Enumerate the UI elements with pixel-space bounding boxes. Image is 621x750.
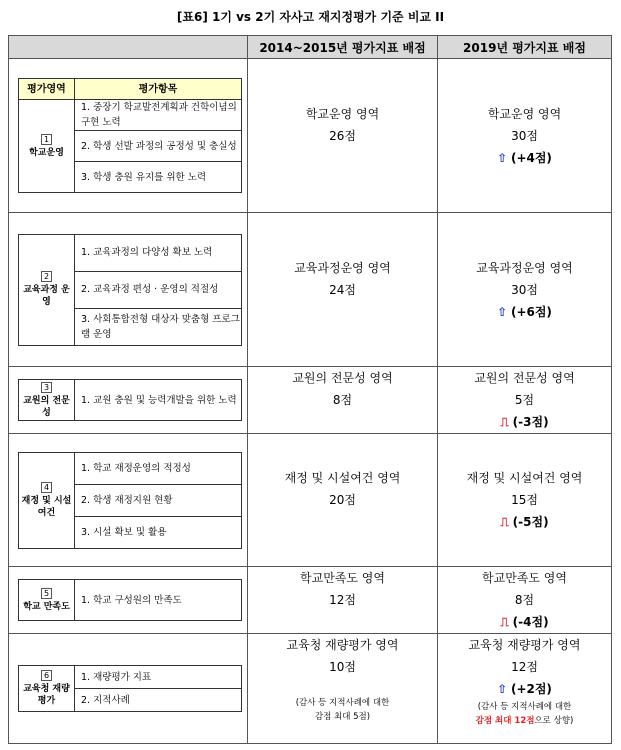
- area-number: 1: [41, 134, 52, 145]
- new-score: 8점: [514, 593, 535, 607]
- score-change: (-5점): [512, 515, 549, 529]
- list-item: 2. 지적사례: [75, 689, 242, 712]
- comparison-table: [8, 35, 612, 744]
- new-area-name: 교육청 재량평가 영역: [468, 638, 581, 652]
- down-arrow-icon: ⎍: [500, 415, 509, 429]
- area-label: [19, 666, 75, 712]
- new-score-cell: [438, 634, 612, 744]
- old-area-name: 교육청 재량평가 영역: [286, 638, 399, 652]
- list-item: 3. 사회통합전형 대상자 맞춤형 프로그램 운영: [75, 308, 242, 345]
- area-number: 3: [41, 382, 52, 393]
- list-item: 1. 학교 구성원의 만족도: [75, 580, 242, 621]
- table-row: [9, 367, 612, 434]
- new-score-cell: [438, 213, 612, 367]
- new-score-cell: [438, 367, 612, 434]
- new-note-line1: (감사 등 지적사례에 대한: [477, 702, 572, 712]
- score-change: (-3점): [512, 415, 549, 429]
- new-area-name: 교육과정운영 영역: [476, 260, 573, 275]
- old-score-cell: [248, 634, 438, 744]
- list-item: 1. 재량평가 지표: [75, 666, 242, 689]
- new-score-cell: [438, 567, 612, 634]
- criteria-table: [18, 452, 242, 549]
- old-area-name: 학교만족도 영역: [300, 571, 385, 585]
- down-arrow-icon: ⎍: [500, 515, 509, 529]
- area-name: 학교운영: [29, 147, 64, 158]
- criteria-table: [18, 234, 242, 346]
- table-row: [9, 567, 612, 634]
- new-area-name: 학교운영 영역: [487, 106, 562, 121]
- area-name: 교육청 재량평가: [23, 684, 70, 706]
- score-change: (+4점): [510, 150, 552, 165]
- header-old: 2014~2015년 평가지표 배점: [248, 36, 438, 59]
- old-score: 24점: [329, 282, 356, 297]
- criteria-cell: [9, 434, 248, 567]
- old-area-name: 재정 및 시설여건 영역: [284, 471, 401, 485]
- old-score: 26점: [329, 128, 356, 143]
- criteria-table: [18, 579, 242, 621]
- area-label: [19, 452, 75, 548]
- criteria-table: [18, 379, 242, 421]
- list-item: 2. 학생 선발 과정의 공정성 및 충실성: [75, 131, 242, 162]
- area-name: 교육과정 운영: [23, 285, 70, 307]
- new-score: 5점: [514, 393, 535, 407]
- criteria-table: [18, 665, 242, 712]
- area-label: [19, 380, 75, 421]
- old-score: 10점: [329, 660, 356, 674]
- header-empty: [9, 36, 248, 59]
- list-item: 1. 중장기 학교발전계획과 건학이념의 구현 노력: [75, 100, 242, 131]
- old-score-cell: [248, 367, 438, 434]
- new-score: 30점: [511, 128, 538, 143]
- criteria-cell: [9, 634, 248, 744]
- table-row: [9, 213, 612, 367]
- new-score: 12점: [511, 660, 538, 674]
- old-area-name: 교육과정운영 영역: [294, 260, 391, 275]
- new-note-line2: [438, 714, 611, 728]
- new-area-name: 재정 및 시설여건 영역: [466, 471, 583, 485]
- area-number: 2: [41, 271, 52, 282]
- up-arrow-icon: ⇧: [497, 150, 508, 165]
- score-change: (+2점): [510, 682, 552, 696]
- list-item: 1. 교육과정의 다양성 확보 노력: [75, 234, 242, 271]
- down-arrow-icon: ⎍: [500, 615, 509, 629]
- old-note-line2: 감점 최대 5점): [314, 712, 371, 722]
- criteria-cell: [9, 213, 248, 367]
- old-score: 8점: [332, 393, 353, 407]
- area-label: [19, 580, 75, 621]
- old-score-cell: [248, 59, 438, 213]
- list-item: 2. 학생 재정지원 현황: [75, 484, 242, 516]
- new-note-highlight: 감점 최대 12점: [475, 716, 535, 726]
- new-score-cell: [438, 434, 612, 567]
- criteria-cell: [9, 567, 248, 634]
- list-item: 3. 시설 확보 및 활용: [75, 516, 242, 548]
- old-area-name: 교원의 전문성 영역: [292, 371, 393, 385]
- table-row: [9, 434, 612, 567]
- up-arrow-icon: ⇧: [497, 304, 508, 319]
- score-change: (+6점): [510, 304, 552, 319]
- list-item: 3. 학생 충원 유지를 위한 노력: [75, 162, 242, 193]
- area-number: 5: [41, 588, 52, 599]
- criteria-cell: [9, 59, 248, 213]
- criteria-table: [18, 78, 242, 193]
- table-row: [9, 59, 612, 213]
- score-change: (-4점): [512, 615, 549, 629]
- old-area-name: 학교운영 영역: [305, 106, 380, 121]
- list-item: 1. 교원 충원 및 능력개발을 위한 노력: [75, 380, 242, 421]
- criteria-cell: [9, 367, 248, 434]
- new-score-cell: [438, 59, 612, 213]
- page-title: [표6] 1기 vs 2기 자사고 재지정평가 기준 비교 II: [176, 10, 445, 24]
- inner-header-area: 평가영역: [19, 79, 75, 100]
- inner-header-items: 평가항목: [75, 79, 242, 100]
- new-score: 15점: [511, 493, 538, 507]
- new-note-tail: 으로 상향): [534, 716, 574, 726]
- table-row: [9, 634, 612, 744]
- old-score-cell: [248, 434, 438, 567]
- area-number: 4: [41, 482, 52, 493]
- old-score: 20점: [329, 493, 356, 507]
- old-score-cell: [248, 567, 438, 634]
- area-label: [19, 100, 75, 193]
- new-area-name: 학교만족도 영역: [482, 571, 567, 585]
- list-item: 1. 학교 재정운영의 적정성: [75, 452, 242, 484]
- area-label: [19, 234, 75, 345]
- new-score: 30점: [511, 282, 538, 297]
- old-score-cell: [248, 213, 438, 367]
- area-name: 교원의 전문성: [23, 395, 70, 418]
- area-number: 6: [41, 670, 52, 681]
- new-area-name: 교원의 전문성 영역: [474, 371, 575, 385]
- area-name: 학교 만족도: [23, 601, 70, 612]
- header-new: 2019년 평가지표 배점: [438, 36, 612, 59]
- old-score: 12점: [329, 593, 356, 607]
- list-item: 2. 교육과정 편성 · 운영의 적절성: [75, 271, 242, 308]
- table-header-row: [9, 36, 612, 59]
- area-name: 재정 및 시설여건: [21, 495, 72, 518]
- old-note-line1: (감사 등 지적사례에 대한: [295, 698, 390, 708]
- up-arrow-icon: ⇧: [497, 682, 508, 696]
